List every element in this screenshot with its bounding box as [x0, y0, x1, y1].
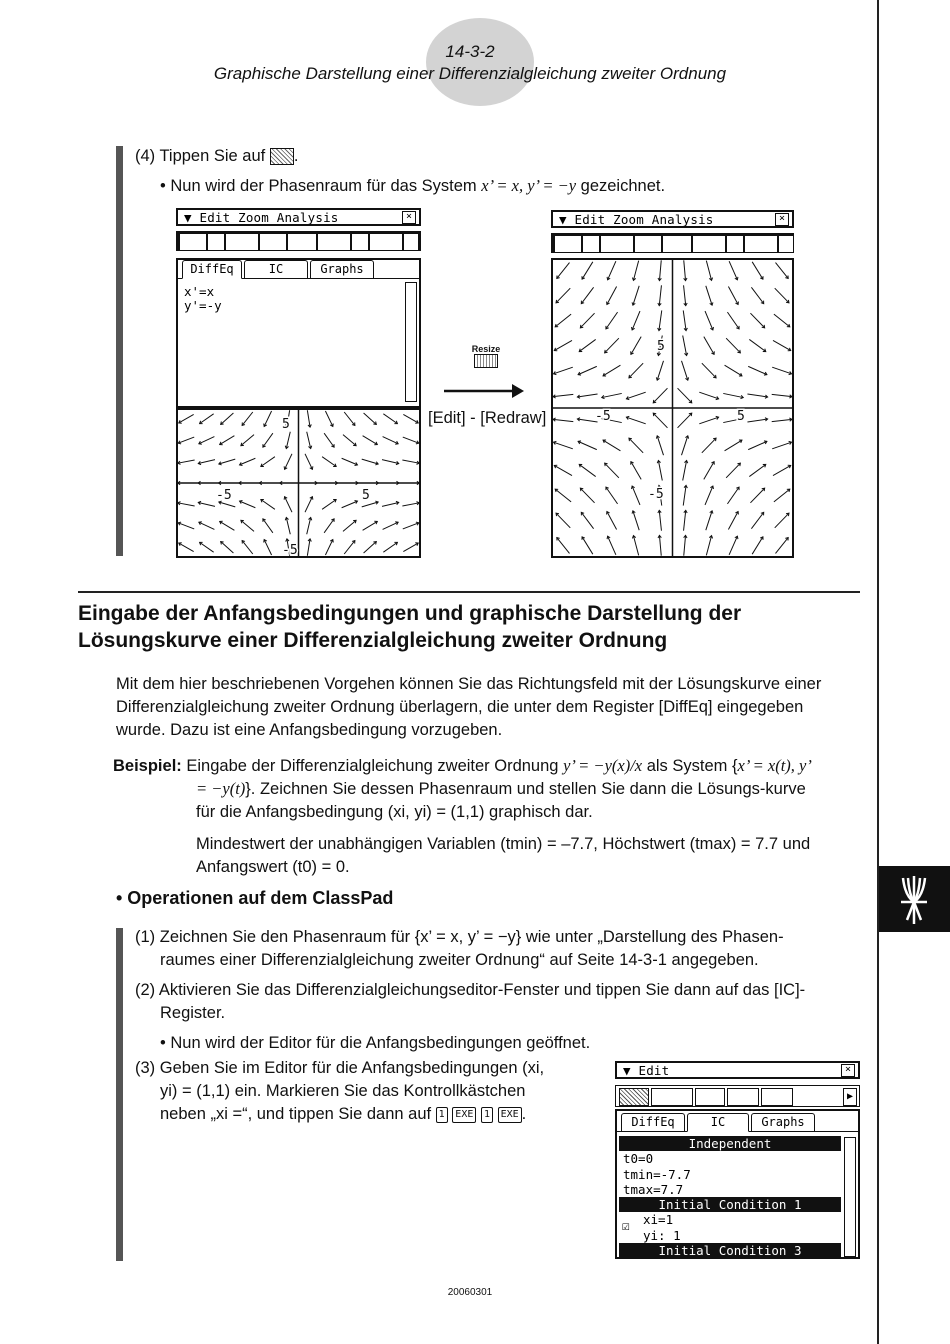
- tab-ic[interactable]: IC: [244, 260, 308, 278]
- graph-icon[interactable]: [663, 236, 691, 252]
- section-rule: [78, 591, 860, 593]
- step-gutter-bar: [116, 146, 123, 556]
- phase-space-icon[interactable]: [745, 236, 777, 252]
- dropdown-icon[interactable]: [583, 236, 599, 252]
- chapter-tab: [879, 866, 950, 932]
- page-number-circle: [426, 18, 534, 106]
- key-exe[interactable]: EXE: [452, 1107, 476, 1123]
- key-1[interactable]: 1: [481, 1107, 493, 1123]
- tmin-field[interactable]: tmin=-7.7: [623, 1166, 691, 1182]
- menu-bar: ▼ Edit Zoom Analysis ×: [551, 210, 794, 228]
- intro-paragraph: Mit dem hier beschriebenen Vorgehen können Sie das Richtungsfeld mit der Lösungskurve einer Differenzialgleichung zweiter Ordnung überlagern, die unter dem Register [DiffEq] eingegeben wurde. Dazu ist eine Anfangsbedingung vorzugeben.: [116, 675, 822, 739]
- toolbar: [615, 1085, 860, 1107]
- ic-editor: [615, 1109, 860, 1259]
- toolbar: [551, 233, 794, 253]
- menu-chevron-icon[interactable]: ▼: [623, 1063, 631, 1078]
- zoom-tool-icon[interactable]: [180, 234, 206, 250]
- tab-diffeq[interactable]: DiffEq: [182, 260, 242, 279]
- vars-icon[interactable]: [601, 236, 633, 252]
- dropdown-icon-2[interactable]: [727, 236, 743, 252]
- tab-graphs[interactable]: Graphs: [751, 1113, 815, 1131]
- classpad-screen-right: [551, 210, 794, 558]
- scroll-right-icon[interactable]: [779, 236, 793, 252]
- example-label: Beispiel:: [113, 757, 182, 775]
- toolbar: [176, 231, 421, 251]
- graph-draw-icon[interactable]: [761, 1088, 793, 1106]
- scroll-right-icon[interactable]: ▶: [843, 1088, 857, 1106]
- graph-icon[interactable]: [288, 234, 316, 250]
- operations-heading: • Operationen auf dem ClassPad: [116, 888, 394, 908]
- scrollbar[interactable]: [844, 1137, 856, 1257]
- phase-space-icon[interactable]: [619, 1088, 649, 1106]
- step4-text: (4) Tippen Sie auf: [135, 147, 266, 165]
- phase-space-icon[interactable]: [370, 234, 402, 250]
- dropdown-icon[interactable]: [208, 234, 224, 250]
- axis-tick-label: 5: [282, 417, 290, 432]
- yi-field[interactable]: yi: 1: [643, 1227, 681, 1243]
- independent-header: Independent: [619, 1136, 841, 1151]
- section-title: Eingabe der Anfangsbedingungen und graphische Darstellung der Lösungskurve einer Differenzialgleichung zweiter Ordnung: [78, 602, 742, 652]
- equation-line[interactable]: y'=-y: [184, 298, 222, 313]
- direction-field-icon: [879, 866, 950, 932]
- menu-chevron-icon[interactable]: ▼: [184, 210, 192, 225]
- equation-line[interactable]: x'=x: [184, 284, 215, 299]
- tab-graphs[interactable]: Graphs: [310, 260, 374, 278]
- key-exe[interactable]: EXE: [498, 1107, 522, 1123]
- pointer-tool-icon[interactable]: [555, 236, 581, 252]
- axis-tick-label: 5: [737, 409, 745, 424]
- axis-tick-label: 5: [362, 488, 370, 503]
- axis-tick-label: 5: [657, 339, 665, 354]
- resize-icon: [474, 354, 498, 368]
- math-icon[interactable]: [727, 1088, 759, 1106]
- close-icon[interactable]: ×: [841, 1064, 855, 1077]
- vars-icon[interactable]: [226, 234, 258, 250]
- direction-field-graph-small[interactable]: [176, 408, 421, 558]
- axis-tick-label: -5: [648, 487, 664, 502]
- key-1[interactable]: 1: [436, 1107, 448, 1123]
- menu-bar: ▼ Edit Zoom Analysis ×: [176, 208, 421, 226]
- resize-icon[interactable]: [635, 236, 661, 252]
- t0-field[interactable]: t0=0: [623, 1151, 654, 1167]
- page-edge-rule: [877, 0, 879, 1344]
- classpad-screen-left: [176, 208, 421, 558]
- resize-icon[interactable]: [695, 1088, 725, 1106]
- close-icon[interactable]: ×: [775, 213, 789, 226]
- dropdown-icon-2[interactable]: [352, 234, 368, 250]
- initial-condition-header: Initial Condition 1: [619, 1197, 841, 1212]
- scroll-right-icon[interactable]: [404, 234, 418, 250]
- resize-icon[interactable]: [260, 234, 286, 250]
- checkbox-checked-icon[interactable]: ☑: [622, 1219, 630, 1235]
- classpad-screen-ic: [615, 1061, 860, 1259]
- page-number: 14-3-2: [445, 42, 495, 61]
- step4-line: (4) Tippen Sie auf .: [135, 147, 299, 165]
- analysis-icon[interactable]: [693, 236, 725, 252]
- tab-diffeq[interactable]: DiffEq: [621, 1113, 685, 1131]
- tab-ic[interactable]: IC: [687, 1113, 749, 1132]
- axis-tick-label: -5: [595, 409, 611, 424]
- tmax-field[interactable]: tmax=7.7: [623, 1181, 684, 1197]
- menu-bar: ▼ Edit ×: [615, 1061, 860, 1079]
- axis-tick-label: -5: [216, 488, 232, 503]
- step4-bullet: • Nun wird der Phasenraum für das System x’ = x, y’ = −y gezeichnet.: [160, 176, 666, 195]
- menu-chevron-icon[interactable]: ▼: [559, 212, 567, 227]
- direction-field-graph-large[interactable]: [551, 258, 794, 558]
- phase-space-button-icon[interactable]: [270, 148, 294, 165]
- initial-condition-header: Initial Condition 3: [619, 1243, 841, 1258]
- right-arrow-icon: [442, 382, 526, 400]
- example-block: Beispiel: Eingabe der Differenzialgleichung zweiter Ordnung y’ = −y(x)/x als System {x’ = x(t), y’: [113, 756, 812, 775]
- close-icon[interactable]: ×: [402, 211, 416, 224]
- diffeq-editor: [176, 258, 421, 408]
- page-header-title: Graphische Darstellung einer Differenzialgleichung zweiter Ordnung: [213, 64, 727, 83]
- redraw-instruction: [Edit] - [Redraw]: [428, 409, 547, 427]
- analysis-icon[interactable]: [318, 234, 350, 250]
- operations-steps: (1) Zeichnen Sie den Phasenraum für {x’ = x, y’ = −y} wie unter „Darstellung des Phasen- raumes einer Differenzialgleichung zweiter Ordnung“ auf Seite 14-3-1 angegeben. (2) Aktivieren Sie das Differenzialgleichungseditor-Fenster und tippen Sie dann auf das [IC]- Register. • Nun wird der Editor für die Anfangsbedingungen geöffnet.: [135, 928, 806, 1052]
- operations-gutter-bar: [116, 928, 123, 1261]
- step3-text: (3) Geben Sie im Editor für die Anfangsbedingungen (xi, yi) = (1,1) ein. Markieren Sie das Kontrollkästchen neben „xi =“, und tippen Sie dann auf 1 EXE 1 EXE .: [135, 1059, 545, 1123]
- xi-field[interactable]: xi=1: [643, 1212, 674, 1228]
- scrollbar[interactable]: [405, 282, 417, 402]
- solution-curve-icon[interactable]: [651, 1088, 693, 1106]
- footer-code: 20060301: [447, 1287, 493, 1298]
- axis-tick-label: -5: [282, 543, 298, 558]
- resize-label: Resize: [471, 344, 501, 354]
